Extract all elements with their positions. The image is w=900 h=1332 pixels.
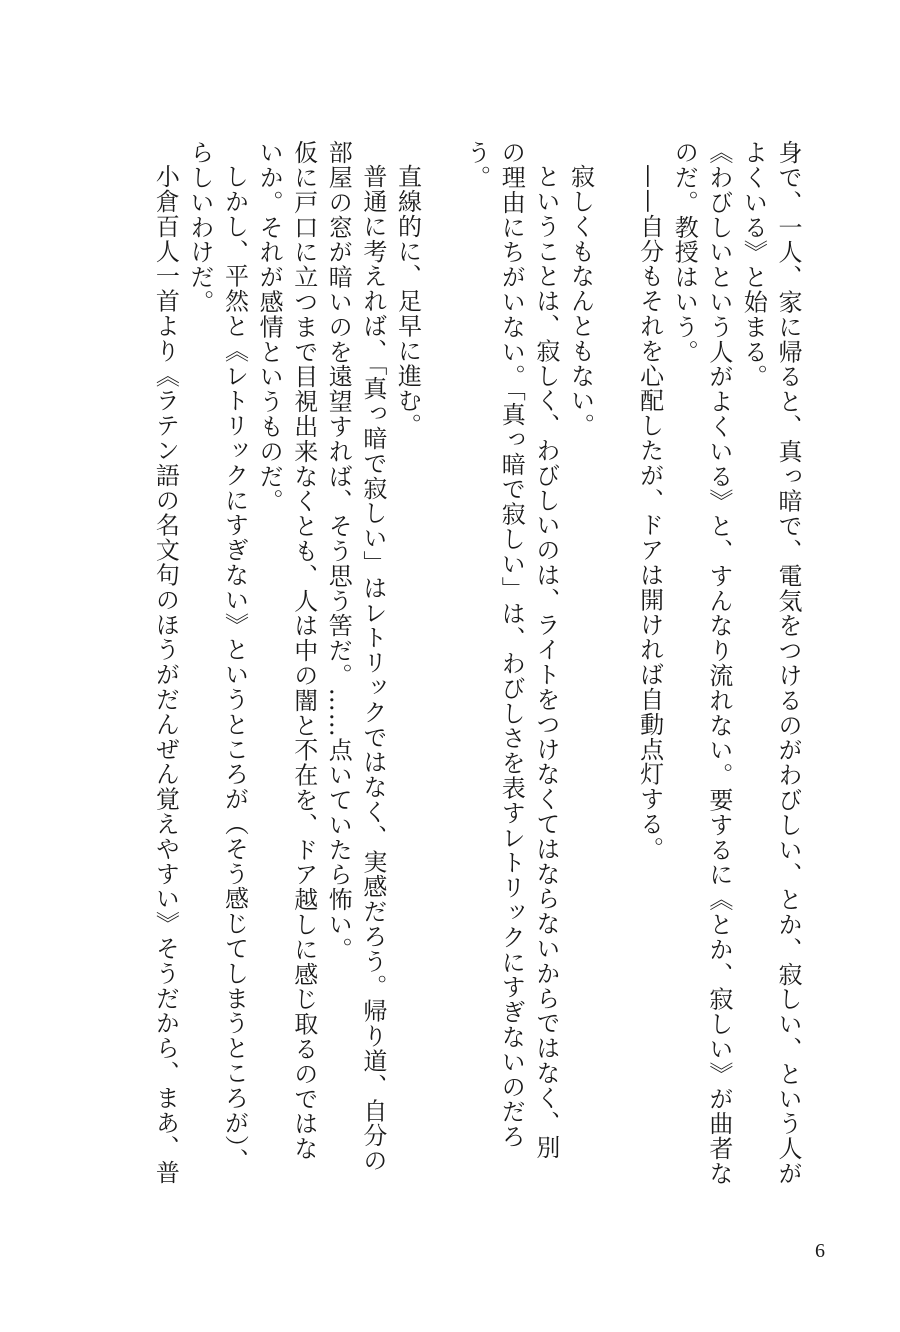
- text-column: 普通に考えれば、「真っ暗で寂しい」はレトリックではなく、実感だろう。帰り道、自分の: [358, 164, 387, 1173]
- text-column: の理由にちがいない。「真っ暗で寂しい」は、わびしさを表すレトリックにすぎないのだろ: [497, 140, 526, 1149]
- text-column: 直線的に、足早に進む。: [393, 164, 422, 438]
- blank-line: [424, 140, 459, 1100]
- text-column: よくいる》と始まる。: [739, 140, 768, 389]
- text-column: 仮に戸口に立つまで目視出来なくとも、人は中の闇と不在を、ドア越しに感じ取るのではな: [289, 140, 318, 1161]
- text-column: 小倉百人一首より《ラテン語の名文句のほうがだんぜん覚えやすい》そうだから、まあ、普: [151, 164, 180, 1185]
- blank-line: [597, 140, 632, 1100]
- text-column: 身で、一人、家に帰ると、真っ暗で、電気をつけるのがわびしい、とか、寂しい、という人が: [774, 140, 802, 1186]
- text-column: 《わびしいという人がよくいる》と、すんなり流れない。要するに《とか、寂しい》が曲者な: [704, 140, 733, 1186]
- text-column: らしいわけだ。: [185, 140, 214, 315]
- text-column: いか。それが感情というものだ。: [255, 140, 284, 514]
- text-column: のだ。教授はいう。: [670, 140, 699, 365]
- page-number: 6: [815, 1240, 825, 1262]
- text-column: 部屋の窓が暗いのを遠望すれば、そう思う筈だ。……点いていたら怖い。: [324, 140, 353, 962]
- vertical-text-body: [148, 140, 805, 1186]
- text-column: しかし、平然と《レトリックにすぎない》というところが（そう感じてしまうところが）、: [220, 164, 249, 1173]
- text-column: ——自分もそれを心配したが、ドアは開ければ自動点灯する。: [635, 164, 664, 862]
- text-column: う。: [462, 140, 491, 190]
- text-column: 寂しくもなんともない。: [566, 164, 595, 438]
- text-column: ということは、寂しく、わびしいのは、ライトをつけなくてはならないからではなく、別: [531, 164, 560, 1160]
